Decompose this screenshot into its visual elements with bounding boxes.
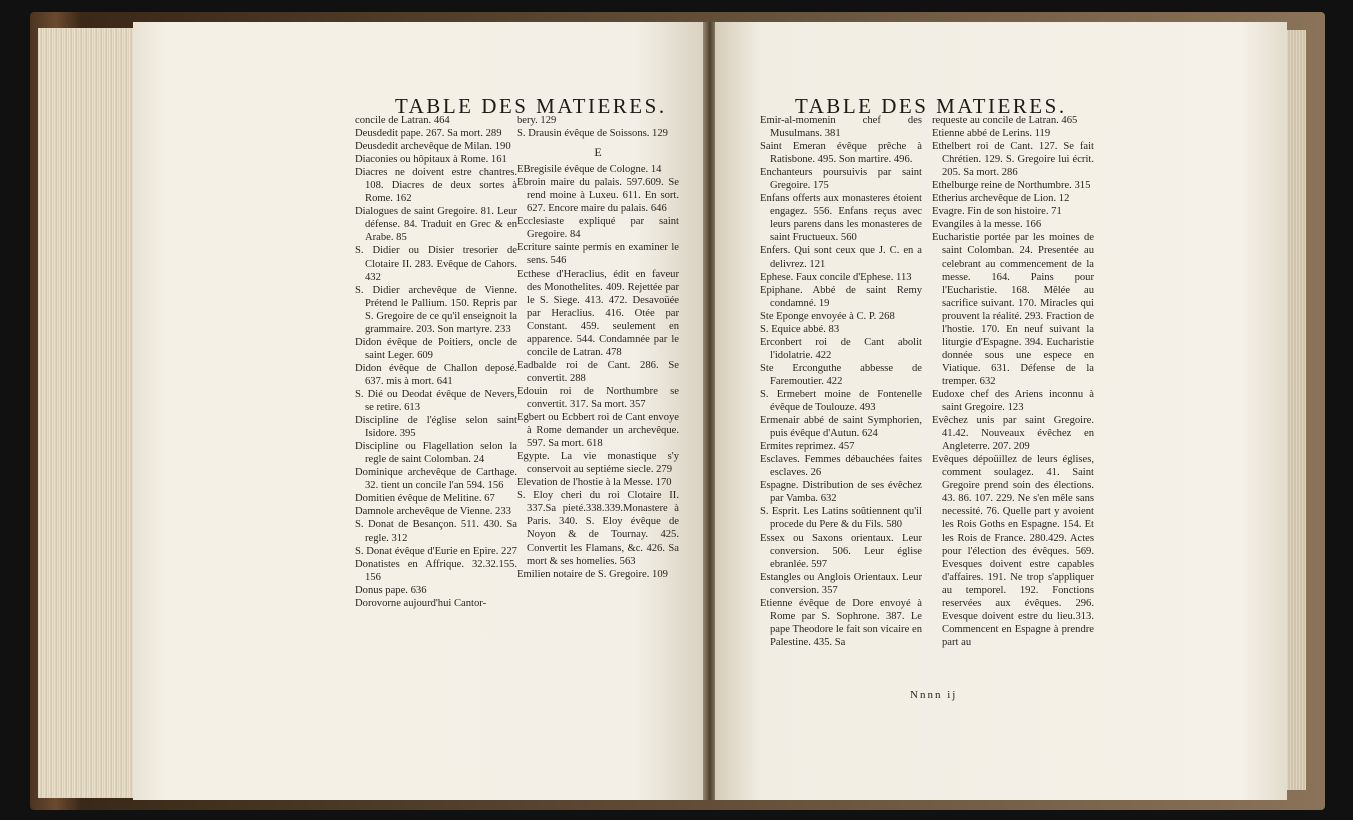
index-entry: Emir-al-momenin chef des Musulmans. 381 [760, 115, 922, 140]
index-entry: Dialogues de saint Gregoire. 81. Leur défense. 84. Traduit en Grec & en Arabe. 85 [355, 206, 517, 244]
index-entry: concile de Latran. 464 [355, 115, 450, 126]
index-entry: Esclaves. Femmes débauchées faites esclaves. 26 [760, 454, 922, 479]
right-page [715, 22, 1287, 800]
index-entry: Deusdedit archevêque de Milan. 190 [355, 141, 511, 153]
page-edges [38, 28, 138, 798]
index-entry: Egypte. La vie monastique s'y conservoit au septiéme siecle. 279 [517, 451, 679, 476]
index-entry: Erconbert roi de Cant abolit l'idolatrie. 422 [760, 336, 922, 361]
index-entry: Donatistes en Affrique. 32.32.155. 156 [355, 558, 517, 583]
index-entry: S. Didier archevêque de Vienne. Prétend le Pallium. 150. Repris par S. Gregoire de ce qu'il enseignoit la grammaire. 203. Son martyre. 233 [355, 284, 517, 335]
left-page [133, 22, 705, 800]
index-entry: Etherius archevêque de Lion. 12 [932, 193, 1070, 205]
index-entry: Ecriture sainte permis en examiner le sens. 546 [517, 242, 679, 267]
index-entry: Enfers. Qui sont ceux que J. C. en a delivrez. 121 [760, 245, 922, 270]
index-entry: Ermenair abbé de saint Symphorien, puis évêque d'Autun. 624 [760, 415, 922, 440]
index-entry: Edouin roi de Northumbre se convertit. 317. Sa mort. 357 [517, 385, 679, 410]
index-entry: bery. 129 [517, 115, 557, 126]
index-entry: Ebroin maire du palais. 597.609. Se rend moine à Luxeu. 611. En sort. 627. Encore maire du palais. 646 [517, 177, 679, 215]
index-entry: Evagre. Fin de son histoire. 71 [932, 206, 1062, 218]
index-entry: S. Donat évêque d'Eurie en Epire. 227 [355, 545, 517, 557]
index-entry: Estangles ou Anglois Orientaux. Leur conversion. 357 [760, 571, 922, 596]
page-edges-right [1286, 30, 1306, 790]
index-entry: S. Esprit. Les Latins soûtiennent qu'il procede du Pere & du Fils. 580 [760, 506, 922, 531]
index-entry: Enchanteurs poursuivis par saint Gregoire. 175 [760, 167, 922, 192]
index-entry: Diacres ne doivent estre chantres. 108. Diacres de deux sortes à Rome. 162 [355, 167, 517, 205]
index-entry: Ste Eponge envoyée à C. P. 268 [760, 310, 895, 322]
index-entry: Enfans offerts aux monasteres étoient engagez. 556. Enfans reçus avec leurs parens dans les monasteres de saint Fructueux. 560 [760, 193, 922, 244]
index-column-4 [932, 114, 1094, 649]
index-column-3 [760, 114, 922, 649]
index-entry: Etienne évêque de Dore envoyé à Rome par S. Sophrone. 387. Le pape Theodore le fait son vicaire en Palestine. 435. Sa [760, 597, 922, 648]
index-entry: Domitien évêque de Melitine. 67 [355, 493, 495, 505]
index-entry: Evêques dépoüillez de leurs églises, comment soulagez. 41. Saint Gregoire prend soin des élections. 43. 86. 107. 229. Ne s'en mêle sans necessité. 76. Quelle part y avoient les Rois Goths en Espagne. 154. Et les Rois de France. 280.429. Actes pour l'élection des évêques. 569. Evesques doivent estre capables d'affaires. 191. Ne trop s'appliquer au temporel. 192. Fonctions reservées aux évêques. 296. Evesque doivent estre du lieu.313. Commencent en Espagne à prendre part au [932, 454, 1094, 648]
index-entry: Didon évêque de Challon deposé. 637. mis à mort. 641 [355, 362, 517, 387]
index-entry: Essex ou Saxons orientaux. Leur conversion. 506. Leur église ebranlée. 597 [760, 532, 922, 570]
page-title: TABLE DES MATIERES. [795, 94, 1067, 118]
index-entry: Elevation de l'hostie à la Messe. 170 [517, 477, 672, 489]
index-entry: Donus pape. 636 [355, 584, 427, 596]
index-entry: Eucharistie portée par les moines de saint Colomban. 24. Presentée au celebrant au commencement de la messe. 164. Pains pour l'Eucharistie. 168. Mêlée au sacrifice suivant. 170. Miracles qui prouvent la réalité. 293. Fraction de l'hostie. 170. En neuf suivant la liturgie d'Espagne. 394. Eucharistie donnée sous une espece en Viatique. 631. Défense de la tremper. 632 [932, 232, 1094, 387]
index-entry: Evêchez unis par saint Gregoire. 41.42. Nouveaux évêchez en Angleterre. 207. 209 [932, 415, 1094, 453]
index-entry: Evangiles à la messe. 166 [932, 219, 1042, 231]
index-entry: Saint Emeran évêque prêche à Ratisbone. 495. Son martire. 496. [760, 141, 922, 166]
index-entry: Discipline de l'église selon saint Isidore. 395 [355, 415, 517, 440]
index-entry: EBregisile évêque de Cologne. 14 [517, 164, 662, 176]
catchword: Nnnn ij [910, 689, 958, 701]
page-title: TABLE DES MATIERES. [395, 94, 667, 118]
index-entry: Eadbalde roi de Cant. 286. Se convertit. 288 [517, 359, 679, 384]
index-entry: Dorovorne aujourd'hui Cantor- [355, 597, 487, 609]
index-entry: Discipline ou Flagellation selon la regle de saint Colomban. 24 [355, 441, 517, 466]
index-entry: Deusdedit pape. 267. Sa mort. 289 [355, 128, 502, 140]
index-entry: Diaconies ou hôpitaux à Rome. 161 [355, 154, 507, 166]
index-entry: Egbert ou Ecbbert roi de Cant envoye à Rome demander un archevêque. 597. Sa mort. 618 [517, 412, 679, 450]
index-entry: Ephese. Faux concile d'Ephese. 113 [760, 271, 912, 283]
index-entry: Damnole archevêque de Vienne. 233 [355, 506, 511, 518]
index-column-2 [517, 114, 679, 581]
index-entry: S. Didier ou Disier tresorier de Clotaire II. 283. Evêque de Cahors. 432 [355, 245, 517, 283]
index-entry: Emilien notaire de S. Gregoire. 109 [517, 568, 668, 580]
index-entry: Ethelbert roi de Cant. 127. Se fait Chrétien. 129. S. Gregoire lui écrit. 205. Sa mort. 286 [932, 141, 1094, 179]
index-entry: requeste au concile de Latran. 465 [932, 115, 1078, 126]
index-entry: Dominique archevêque de Carthage. 32. tient un concile l'an 594. 156 [355, 467, 517, 492]
index-entry: Ecclesiaste expliqué par saint Gregoire. 84 [517, 216, 679, 241]
index-entry: S. Equice abbé. 83 [760, 323, 840, 335]
index-entry: Eudoxe chef des Ariens inconnu à saint Gregoire. 123 [932, 388, 1094, 414]
index-entry: Espagne. Distribution de ses évêchez par Vamba. 632 [760, 480, 922, 505]
index-entry: S. Drausin évêque de Soissons. 129 [517, 128, 668, 140]
index-entry: S. Ermebert moine de Fontenelle évêque de Toulouze. 493 [760, 388, 922, 414]
index-entry: Ethelburge reine de Northumbre. 315 [932, 180, 1091, 192]
index-entry: Etienne abbé de Lerins. 119 [932, 128, 1051, 140]
index-entry: Epiphane. Abbé de saint Remy condamné. 19 [760, 284, 922, 309]
index-entry: S. Eloy cheri du roi Clotaire II. 337.Sa pieté.338.339.Monastere à Paris. 340. S. Eloy évêque de Noyon & de Tournay. 425. Convertit les Flamans, &c. 426. Sa mort & ses homelies. 563 [517, 490, 679, 567]
index-column-1 [355, 114, 517, 610]
index-entry: Didon évêque de Poitiers, oncle de saint Leger. 609 [355, 336, 517, 361]
index-entry: S. Donat de Besançon. 511. 430. Sa regle. 312 [355, 519, 517, 544]
index-entry: Ermites reprimez. 457 [760, 441, 855, 453]
index-entry: Ecthese d'Heraclius, édit en faveur des Monothelites. 409. Rejettée par le S. Siege. 413. 472. Desavoüée par Heraclius. 416. Otée par Constant. 459. seulement en apparence. 544. Condamnée par le concile de Latran. 478 [517, 268, 679, 358]
section-letter: E [594, 145, 602, 160]
index-entry: Ste Erconguthe abbesse de Faremoutier. 422 [760, 362, 922, 387]
index-entry: S. Dié ou Deodat évêque de Nevers, se retire. 613 [355, 388, 517, 414]
